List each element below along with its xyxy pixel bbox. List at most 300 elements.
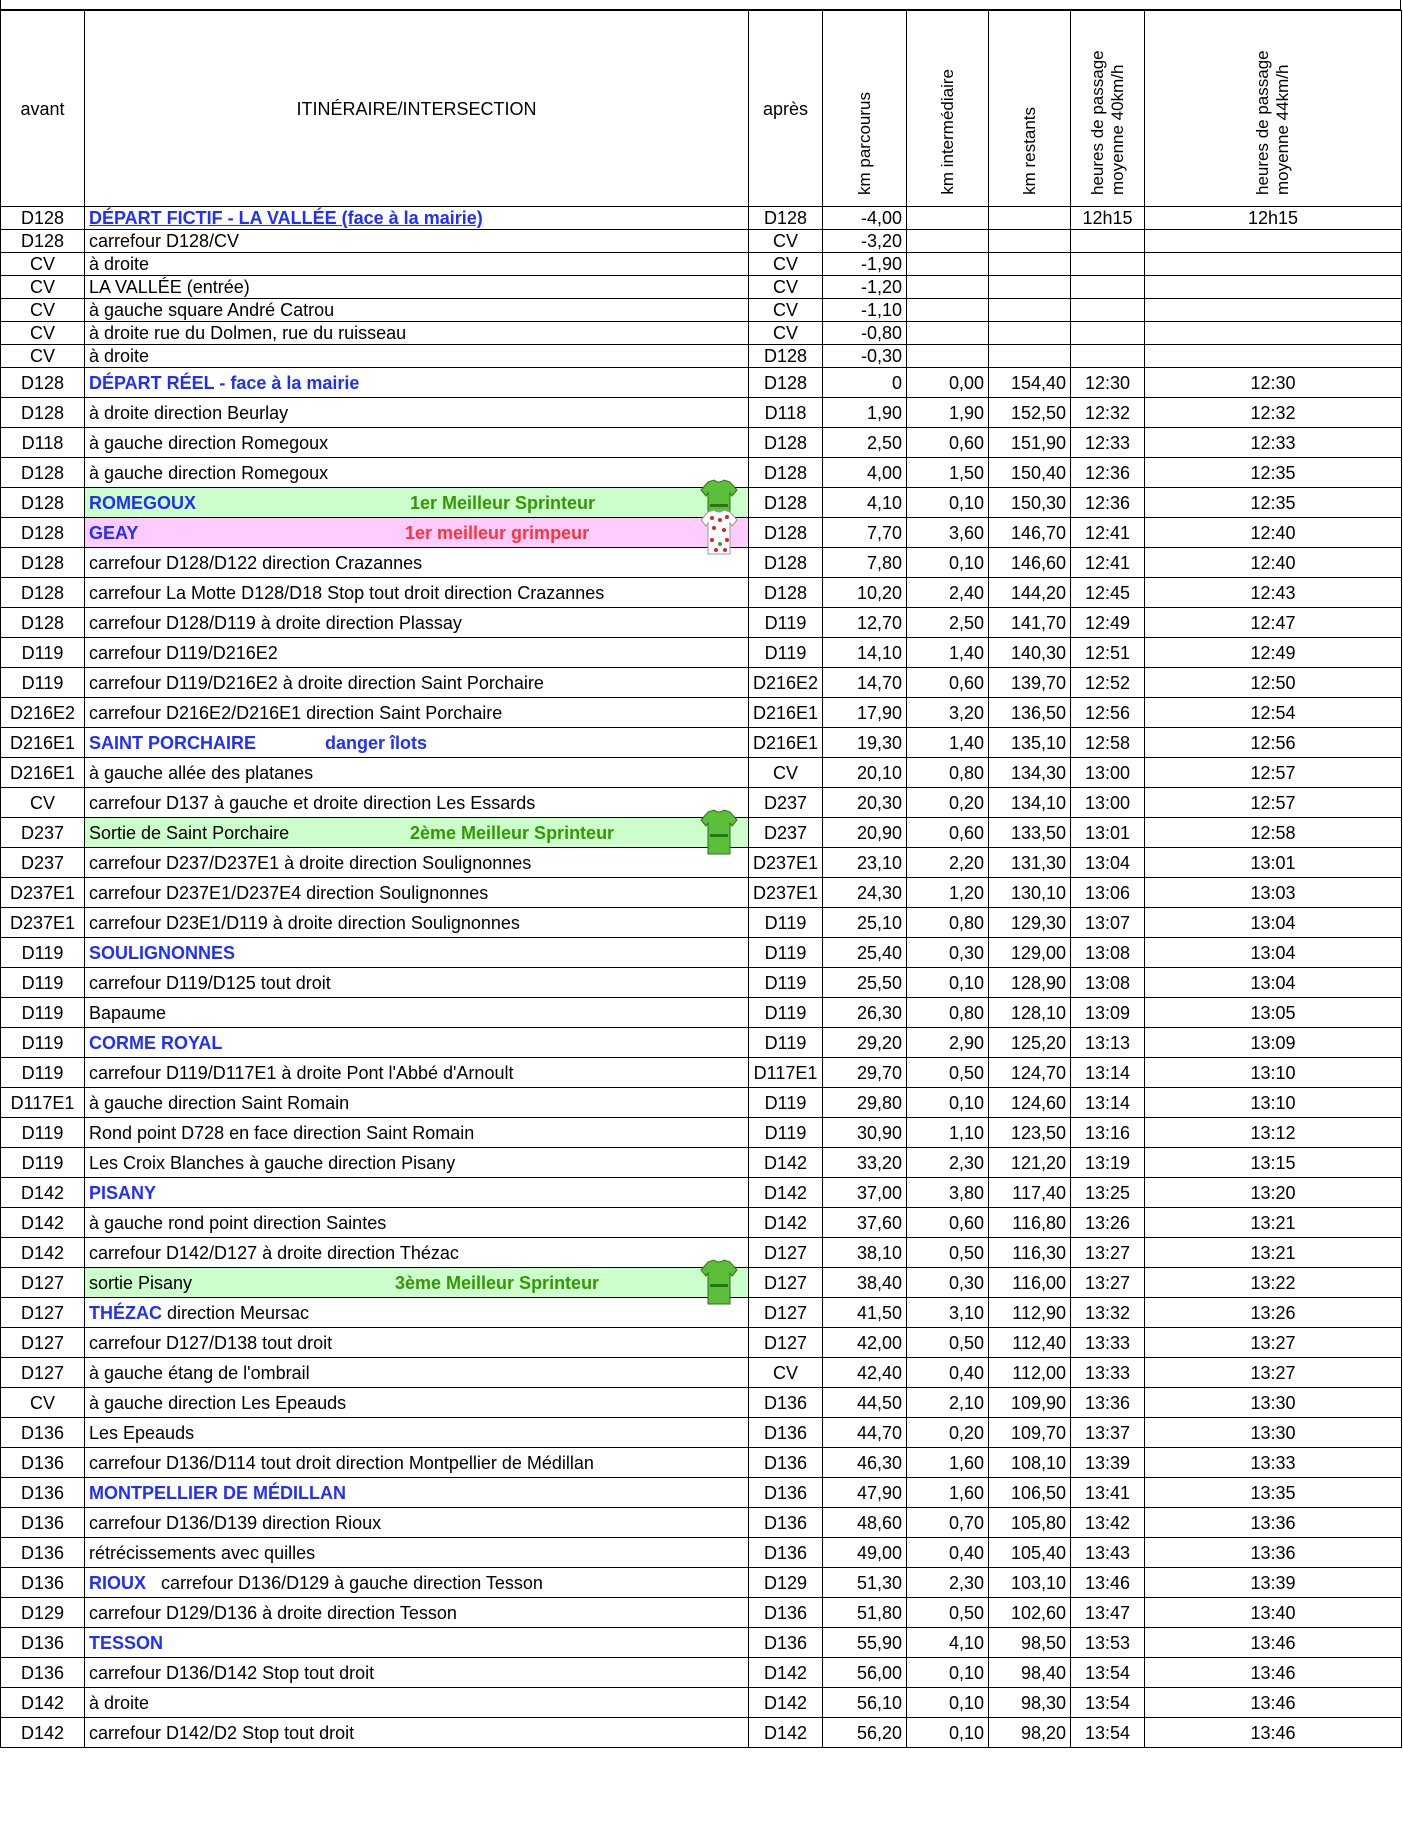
itineraire-text: carrefour D119/D117E1 à droite Pont l'Abbé d'Arnoult — [89, 1062, 514, 1083]
cell-km-restants — [989, 322, 1071, 345]
itineraire-text: PISANY — [89, 1182, 157, 1203]
cell-apres: D142 — [749, 1718, 823, 1748]
cell-heure-40: 13:08 — [1071, 938, 1145, 968]
cell-apres: CV — [749, 758, 823, 788]
table-row — [1, 398, 1402, 428]
cell-itineraire — [85, 968, 749, 998]
cell-apres: D117E1 — [749, 1058, 823, 1088]
cell-heure-44 — [1145, 253, 1402, 276]
cell-km-restants: 141,70 — [989, 608, 1071, 638]
cell-itineraire — [85, 998, 749, 1028]
cell-km-parcourus: 29,70 — [823, 1058, 907, 1088]
cell-heure-44: 13:33 — [1145, 1448, 1402, 1478]
cell-km-restants: 109,90 — [989, 1388, 1071, 1418]
cell-km-restants: 134,30 — [989, 758, 1071, 788]
itineraire-text: carrefour D142/D2 Stop tout droit — [89, 1722, 355, 1743]
cell-heure-40: 12:30 — [1071, 368, 1145, 398]
itineraire-text: à droite — [89, 1692, 150, 1713]
cell-heure-44: 12:40 — [1145, 548, 1402, 578]
cell-km-parcourus: 38,10 — [823, 1238, 907, 1268]
table-row — [1, 1268, 1402, 1298]
itineraire-text: RIOUX — [89, 1572, 147, 1593]
cell-heure-40: 13:09 — [1071, 998, 1145, 1028]
cell-itineraire — [85, 668, 749, 698]
cell-heure-40: 13:33 — [1071, 1358, 1145, 1388]
cell-km-restants: 146,60 — [989, 548, 1071, 578]
cell-km-intermediaire: 2,30 — [907, 1568, 989, 1598]
itineraire-text: à gauche rond point direction Saintes — [89, 1212, 387, 1233]
itineraire-text: à droite — [89, 254, 150, 274]
itineraire-text: SOULIGNONNES — [89, 942, 236, 963]
itineraire-text: THÉZAC — [89, 1302, 162, 1323]
cell-km-restants: 112,40 — [989, 1328, 1071, 1358]
itineraire-text: à gauche direction Romegoux — [89, 432, 329, 453]
cell-km-parcourus: 24,30 — [823, 878, 907, 908]
cell-km-intermediaire: 1,20 — [907, 878, 989, 908]
cell-heure-44: 13:12 — [1145, 1118, 1402, 1148]
cell-itineraire — [85, 908, 749, 938]
cell-itineraire — [85, 608, 749, 638]
table-row — [1, 1028, 1402, 1058]
cell-apres: D237 — [749, 818, 823, 848]
cell-heure-40: 13:16 — [1071, 1118, 1145, 1148]
cell-km-parcourus: 37,60 — [823, 1208, 907, 1238]
cell-heure-40: 12:32 — [1071, 398, 1145, 428]
cell-itineraire — [85, 1298, 749, 1328]
table-row — [1, 908, 1402, 938]
cell-apres: D142 — [749, 1208, 823, 1238]
cell-km-restants: 135,10 — [989, 728, 1071, 758]
cell-heure-40: 13:14 — [1071, 1058, 1145, 1088]
itineraire-text: TESSON — [89, 1632, 164, 1653]
itinerary-rows — [1, 207, 1402, 1748]
itineraire-text: carrefour D237E1/D237E4 direction Soulignonnes — [89, 882, 489, 903]
cell-km-restants: 146,70 — [989, 518, 1071, 548]
cell-heure-44: 13:21 — [1145, 1208, 1402, 1238]
itineraire-text: carrefour D128/D119 à droite direction Plassay — [89, 612, 462, 633]
itineraire-text: à gauche direction Les Epeauds — [89, 1392, 347, 1413]
cell-heure-44: 13:10 — [1145, 1058, 1402, 1088]
cell-heure-44: 13:40 — [1145, 1598, 1402, 1628]
cell-avant: D136 — [1, 1478, 85, 1508]
table-row — [1, 1568, 1402, 1598]
cell-km-restants: 98,30 — [989, 1688, 1071, 1718]
cell-heure-40: 12:45 — [1071, 578, 1145, 608]
cell-apres: D119 — [749, 998, 823, 1028]
cell-heure-40 — [1071, 253, 1145, 276]
cell-km-intermediaire: 0,60 — [907, 818, 989, 848]
cell-km-intermediaire: 1,10 — [907, 1118, 989, 1148]
cell-avant: D128 — [1, 230, 85, 253]
cell-itineraire — [85, 1088, 749, 1118]
table-row — [1, 1598, 1402, 1628]
top-border — [0, 0, 1401, 10]
cell-heure-44: 13:27 — [1145, 1328, 1402, 1358]
table-row — [1, 1658, 1402, 1688]
cell-km-intermediaire: 0,10 — [907, 1658, 989, 1688]
cell-itineraire — [85, 1058, 749, 1088]
cell-km-parcourus: 25,40 — [823, 938, 907, 968]
itineraire-text: à droite rue du Dolmen, rue du ruisseau — [89, 323, 407, 343]
cell-itineraire — [85, 1688, 749, 1718]
cell-km-restants: 116,30 — [989, 1238, 1071, 1268]
cell-km-restants: 106,50 — [989, 1478, 1071, 1508]
cell-km-intermediaire: 1,60 — [907, 1448, 989, 1478]
cell-avant: D216E1 — [1, 728, 85, 758]
cell-km-restants: 124,70 — [989, 1058, 1071, 1088]
cell-avant: D136 — [1, 1568, 85, 1598]
cell-heure-40: 13:53 — [1071, 1628, 1145, 1658]
cell-apres: D128 — [749, 428, 823, 458]
cell-heure-40: 13:14 — [1071, 1088, 1145, 1118]
table-row — [1, 253, 1402, 276]
cell-heure-44: 13:03 — [1145, 878, 1402, 908]
cell-heure-40: 13:37 — [1071, 1418, 1145, 1448]
cell-itineraire — [85, 322, 749, 345]
cell-km-intermediaire: 0,00 — [907, 368, 989, 398]
cell-heure-44: 12:56 — [1145, 728, 1402, 758]
cell-km-intermediaire: 0,10 — [907, 548, 989, 578]
cell-itineraire — [85, 398, 749, 428]
itineraire-text: Rond point D728 en face direction Saint Romain — [89, 1122, 475, 1143]
cell-km-parcourus: 20,90 — [823, 818, 907, 848]
cell-itineraire — [85, 758, 749, 788]
itineraire-text: à droite — [89, 346, 150, 366]
cell-itineraire — [85, 207, 749, 230]
danger-note: danger îlots — [325, 732, 428, 753]
cell-itineraire — [85, 1028, 749, 1058]
cell-km-intermediaire: 0,80 — [907, 998, 989, 1028]
itineraire-text: à gauche square André Catrou — [89, 300, 335, 320]
cell-apres: D136 — [749, 1508, 823, 1538]
cell-apres: D128 — [749, 518, 823, 548]
cell-heure-44: 13:21 — [1145, 1238, 1402, 1268]
cell-apres: D142 — [749, 1148, 823, 1178]
cell-heure-44: 12:43 — [1145, 578, 1402, 608]
itineraire-text: carrefour La Motte D128/D18 Stop tout droit direction Crazannes — [89, 582, 605, 603]
cell-km-restants: 105,80 — [989, 1508, 1071, 1538]
cell-km-intermediaire — [907, 322, 989, 345]
table-row — [1, 1448, 1402, 1478]
itineraire-text: carrefour D119/D216E2 — [89, 642, 278, 663]
itineraire-text: carrefour D136/D142 Stop tout droit — [89, 1662, 375, 1683]
cell-km-parcourus: 23,10 — [823, 848, 907, 878]
itineraire-text: Les Croix Blanches à gauche direction Pisany — [89, 1152, 456, 1173]
cell-heure-44: 13:46 — [1145, 1628, 1402, 1658]
cell-heure-44: 13:09 — [1145, 1028, 1402, 1058]
itineraire-text: carrefour D127/D138 tout droit — [89, 1332, 333, 1353]
cell-avant: D128 — [1, 488, 85, 518]
cell-avant: D136 — [1, 1538, 85, 1568]
cell-km-parcourus: 55,90 — [823, 1628, 907, 1658]
cell-avant: D237E1 — [1, 878, 85, 908]
cell-itineraire — [85, 1178, 749, 1208]
cell-km-restants: 102,60 — [989, 1598, 1071, 1628]
table-row — [1, 1088, 1402, 1118]
cell-km-parcourus: 38,40 — [823, 1268, 907, 1298]
table-row — [1, 1418, 1402, 1448]
table-row — [1, 638, 1402, 668]
itineraire-text: carrefour D129/D136 à droite direction Tesson — [89, 1602, 457, 1623]
cell-km-parcourus: 14,10 — [823, 638, 907, 668]
cell-km-intermediaire: 0,20 — [907, 788, 989, 818]
cell-avant: D127 — [1, 1298, 85, 1328]
cell-heure-40: 13:26 — [1071, 1208, 1145, 1238]
cell-heure-40: 12:58 — [1071, 728, 1145, 758]
cell-km-parcourus: 44,70 — [823, 1418, 907, 1448]
cell-avant: D136 — [1, 1508, 85, 1538]
cell-apres: D119 — [749, 938, 823, 968]
cell-apres: D128 — [749, 207, 823, 230]
cell-heure-40: 13:46 — [1071, 1568, 1145, 1598]
cell-km-intermediaire: 0,10 — [907, 968, 989, 998]
table-row — [1, 1298, 1402, 1328]
cell-itineraire — [85, 1628, 749, 1658]
cell-itineraire — [85, 548, 749, 578]
cell-avant: D142 — [1, 1238, 85, 1268]
cell-km-intermediaire: 1,60 — [907, 1478, 989, 1508]
cell-heure-40 — [1071, 230, 1145, 253]
cell-km-parcourus: 47,90 — [823, 1478, 907, 1508]
cell-km-parcourus: 25,10 — [823, 908, 907, 938]
table-row — [1, 698, 1402, 728]
sprinter-award: 2ème Meilleur Sprinteur — [410, 822, 615, 843]
cell-km-parcourus: 17,90 — [823, 698, 907, 728]
cell-km-restants: 112,00 — [989, 1358, 1071, 1388]
header-heures-40: heures de passage moyenne 40km/h — [1071, 11, 1145, 207]
cell-heure-40: 13:13 — [1071, 1028, 1145, 1058]
cell-apres: D136 — [749, 1388, 823, 1418]
cell-avant: D136 — [1, 1448, 85, 1478]
cell-apres: CV — [749, 322, 823, 345]
cell-avant: D128 — [1, 518, 85, 548]
itineraire-text: LA VALLÉE (entrée) — [89, 277, 250, 297]
cell-km-parcourus: 49,00 — [823, 1538, 907, 1568]
cell-km-parcourus: 41,50 — [823, 1298, 907, 1328]
cell-heure-40: 13:42 — [1071, 1508, 1145, 1538]
cell-heure-44: 12:57 — [1145, 758, 1402, 788]
cell-apres: D119 — [749, 638, 823, 668]
table-row — [1, 428, 1402, 458]
cell-heure-40: 13:54 — [1071, 1688, 1145, 1718]
cell-avant: D142 — [1, 1688, 85, 1718]
table-row — [1, 1388, 1402, 1418]
cell-itineraire — [85, 1388, 749, 1418]
cell-avant: CV — [1, 322, 85, 345]
cell-heure-44: 13:04 — [1145, 908, 1402, 938]
cell-km-intermediaire: 1,40 — [907, 728, 989, 758]
cell-apres: D216E1 — [749, 728, 823, 758]
cell-km-intermediaire: 0,50 — [907, 1058, 989, 1088]
cell-heure-44: 13:30 — [1145, 1418, 1402, 1448]
itineraire-text: SAINT PORCHAIRE — [89, 732, 257, 753]
itinerary-table — [0, 10, 1402, 1748]
cell-km-parcourus: 29,80 — [823, 1088, 907, 1118]
cell-km-parcourus: 48,60 — [823, 1508, 907, 1538]
cell-km-parcourus: -1,90 — [823, 253, 907, 276]
cell-apres: D237E1 — [749, 848, 823, 878]
itineraire-text: carrefour D137 à gauche et droite direction Les Essards — [89, 792, 536, 813]
cell-itineraire — [85, 878, 749, 908]
cell-itineraire — [85, 488, 749, 518]
cell-avant: D237 — [1, 848, 85, 878]
cell-itineraire — [85, 728, 749, 758]
cell-itineraire — [85, 1268, 749, 1298]
cell-km-intermediaire: 2,90 — [907, 1028, 989, 1058]
cell-km-intermediaire: 3,20 — [907, 698, 989, 728]
cell-apres: D128 — [749, 548, 823, 578]
header-row — [1, 11, 1402, 207]
cell-heure-44: 13:01 — [1145, 848, 1402, 878]
cell-heure-40: 12:41 — [1071, 518, 1145, 548]
cell-avant: D237E1 — [1, 908, 85, 938]
cell-apres: CV — [749, 276, 823, 299]
table-row — [1, 1118, 1402, 1148]
cell-itineraire — [85, 428, 749, 458]
cell-km-restants: 139,70 — [989, 668, 1071, 698]
cell-heure-44: 12:30 — [1145, 368, 1402, 398]
cell-km-intermediaire — [907, 276, 989, 299]
cell-km-restants — [989, 253, 1071, 276]
cell-apres: D127 — [749, 1238, 823, 1268]
cell-km-parcourus: -0,80 — [823, 322, 907, 345]
table-row — [1, 230, 1402, 253]
cell-apres: D128 — [749, 345, 823, 368]
cell-avant: D119 — [1, 968, 85, 998]
cell-km-intermediaire: 0,10 — [907, 1688, 989, 1718]
cell-km-intermediaire: 3,80 — [907, 1178, 989, 1208]
cell-km-restants: 134,10 — [989, 788, 1071, 818]
cell-km-intermediaire: 2,30 — [907, 1148, 989, 1178]
cell-km-restants: 125,20 — [989, 1028, 1071, 1058]
table-row — [1, 1148, 1402, 1178]
cell-km-parcourus: -0,30 — [823, 345, 907, 368]
cell-apres: D119 — [749, 1028, 823, 1058]
cell-km-restants — [989, 207, 1071, 230]
cell-km-intermediaire — [907, 253, 989, 276]
itineraire-text: carrefour D23E1/D119 à droite direction Soulignonnes — [89, 912, 520, 933]
table-row — [1, 299, 1402, 322]
cell-km-intermediaire: 1,90 — [907, 398, 989, 428]
cell-apres: D142 — [749, 1658, 823, 1688]
cell-itineraire — [85, 638, 749, 668]
table-row — [1, 878, 1402, 908]
cell-km-intermediaire: 3,60 — [907, 518, 989, 548]
cell-km-parcourus: 7,80 — [823, 548, 907, 578]
itineraire-text: ROMEGOUX — [89, 492, 197, 513]
table-row — [1, 608, 1402, 638]
cell-apres: D136 — [749, 1628, 823, 1658]
cell-km-parcourus: 4,00 — [823, 458, 907, 488]
cell-km-restants: 116,00 — [989, 1268, 1071, 1298]
cell-avant: D136 — [1, 1628, 85, 1658]
cell-heure-44: 12:47 — [1145, 608, 1402, 638]
cell-avant: D142 — [1, 1178, 85, 1208]
cell-heure-44: 13:04 — [1145, 968, 1402, 998]
cell-heure-40: 13:41 — [1071, 1478, 1145, 1508]
table-row — [1, 1328, 1402, 1358]
cell-heure-44: 13:30 — [1145, 1388, 1402, 1418]
cell-apres: D129 — [749, 1568, 823, 1598]
cell-itineraire — [85, 1118, 749, 1148]
cell-km-parcourus: 56,20 — [823, 1718, 907, 1748]
cell-km-restants: 128,10 — [989, 998, 1071, 1028]
cell-km-restants — [989, 345, 1071, 368]
cell-heure-40: 12:51 — [1071, 638, 1145, 668]
cell-km-intermediaire: 0,10 — [907, 488, 989, 518]
cell-avant: D117E1 — [1, 1088, 85, 1118]
cell-heure-44: 13:39 — [1145, 1568, 1402, 1598]
cell-heure-40: 12:56 — [1071, 698, 1145, 728]
cell-km-restants: 112,90 — [989, 1298, 1071, 1328]
table-row — [1, 1718, 1402, 1748]
itineraire-text: Sortie de Saint Porchaire — [89, 822, 290, 843]
cell-itineraire — [85, 1148, 749, 1178]
itineraire-suffix: carrefour D136/D129 à gauche direction Tesson — [146, 1572, 543, 1593]
cell-km-intermediaire — [907, 230, 989, 253]
cell-avant: D119 — [1, 1058, 85, 1088]
itineraire-text: carrefour D216E2/D216E1 direction Saint Porchaire — [89, 702, 503, 723]
cell-km-parcourus: 4,10 — [823, 488, 907, 518]
cell-heure-44 — [1145, 276, 1402, 299]
cell-heure-40: 13:01 — [1071, 818, 1145, 848]
cell-km-intermediaire: 0,30 — [907, 1268, 989, 1298]
cell-km-intermediaire: 0,50 — [907, 1598, 989, 1628]
header-km-parcourus: km parcourus — [823, 11, 907, 207]
cell-km-intermediaire: 0,20 — [907, 1418, 989, 1448]
cell-avant: CV — [1, 788, 85, 818]
cell-avant: D128 — [1, 578, 85, 608]
cell-km-parcourus: 51,30 — [823, 1568, 907, 1598]
table-row — [1, 578, 1402, 608]
cell-heure-40 — [1071, 299, 1145, 322]
itineraire-text: à gauche étang de l'ombrail — [89, 1362, 310, 1383]
cell-heure-40: 13:27 — [1071, 1268, 1145, 1298]
cell-itineraire — [85, 368, 749, 398]
table-row — [1, 668, 1402, 698]
table-row — [1, 1208, 1402, 1238]
cell-avant: D128 — [1, 207, 85, 230]
cell-avant: D142 — [1, 1718, 85, 1748]
cell-avant: D119 — [1, 1028, 85, 1058]
itineraire-text: sortie Pisany — [89, 1272, 193, 1293]
cell-apres: D127 — [749, 1328, 823, 1358]
cell-avant: D119 — [1, 998, 85, 1028]
itineraire-text: à gauche direction Saint Romain — [89, 1092, 350, 1113]
cell-heure-44 — [1145, 345, 1402, 368]
cell-km-intermediaire: 0,80 — [907, 758, 989, 788]
cell-avant: D118 — [1, 428, 85, 458]
cell-km-intermediaire: 2,40 — [907, 578, 989, 608]
cell-heure-44: 12:40 — [1145, 518, 1402, 548]
cell-avant: D128 — [1, 458, 85, 488]
cell-apres: D136 — [749, 1598, 823, 1628]
cell-km-intermediaire: 0,50 — [907, 1328, 989, 1358]
cell-heure-44: 12:49 — [1145, 638, 1402, 668]
climber-award: 1er meilleur grimpeur — [405, 522, 590, 543]
table-row — [1, 368, 1402, 398]
cell-heure-44 — [1145, 299, 1402, 322]
table-row — [1, 968, 1402, 998]
cell-avant: D129 — [1, 1598, 85, 1628]
cell-km-parcourus: 56,10 — [823, 1688, 907, 1718]
cell-heure-40: 13:07 — [1071, 908, 1145, 938]
cell-heure-44: 13:35 — [1145, 1478, 1402, 1508]
table-row — [1, 848, 1402, 878]
cell-itineraire — [85, 518, 749, 548]
cell-km-intermediaire: 1,40 — [907, 638, 989, 668]
cell-itineraire — [85, 230, 749, 253]
